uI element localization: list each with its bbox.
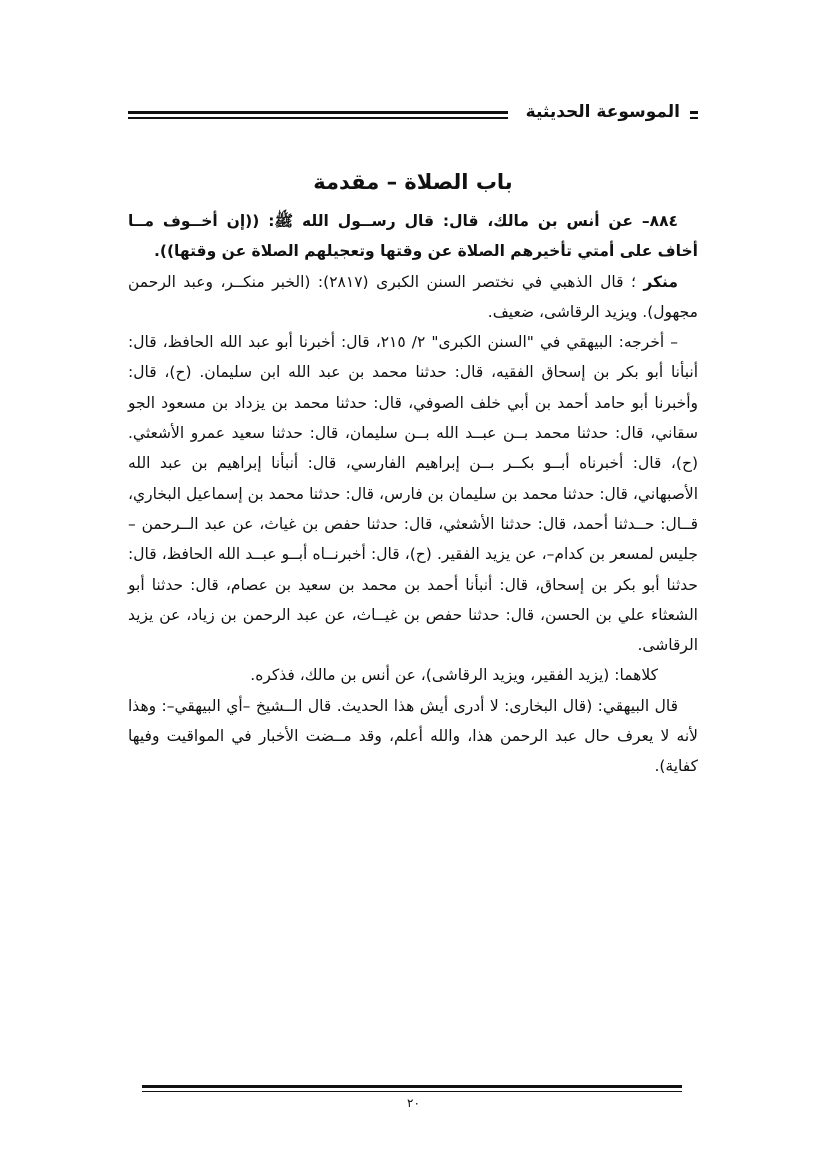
page-number: ٢٠ — [407, 1096, 420, 1110]
both-paragraph: كلاهما: (يزيد الفقير، ويزيد الرقاشى)، عن أنس بن مالك، فذكره. — [250, 666, 658, 685]
running-header — [128, 102, 698, 128]
bayhaqi-comment-paragraph: قال البيهقي: (قال البخارى: لا أدرى أيش هذا الحديث. قال الــشيخ –أي البيهقي–: وهذا لأنه لا يعرف حال عبد الرحمن هذا، والله أعلم، وقد مــضت الأخبار في المواقيت وفيها كفاية). — [128, 696, 698, 776]
takhrij-paragraph: – أخرجه: البيهقي في "السنن الكبرى" ٢/ ٢١٥، قال: أخبرنا أبو عبد الله الحافظ، قال: أنبأنا أبو بكر بن إسحاق الفقيه، قال: حدثنا محمد بن عبد الله ابن سليمان. (ح)، قال: وأخبرنا أبو حامد أحمد بن أبي خلف الصوفي، قال: حدثنا محمد بن يزداد بن مسعود الجو سقاني، قال: حدثنا محمد بــن عبــد الله بــن سليمان، قال: حدثنا سعيد عمرو الأشعثي. (ح)، قال: أخبرناه أبــو بكــر بــن إبراهيم الفارسي، قال: أنبأنا إبراهيم بن عبد الله الأصبهاني، قال: حدثنا محمد بن سليمان بن فارس، قال: حدثنا محمد بن إسماعيل البخاري، قــال: حــدثنا أحمد، قال: حدثنا الأشعثي، قال: حدثنا حفص بن غياث، عن عبد الــرحمن – جليس لمسعر بن كدام–، عن يزيد الفقير. (ح)، قال: أخبرنــاه أبــو عبــد الله الحافظ، قال: حدثنا أبو بكر بن إسحاق، قال: أنبأنا أحمد بن محمد بن سعيد بن عصام، قال: حدثنا أبو الشعثاء علي بن الحسن، قال: حدثنا حفص بن غيــاث، عن عبد الرحمن بن زياد، عن يزيد الرقاشى. — [128, 333, 698, 655]
grading-text: ؛ قال الذهبي في نختصر السنن الكبرى (٢٨١٧): (الخبر منكــر، وعبد الرحمن مجهول). ويزيد الرقاشى، ضعيف. — [128, 272, 698, 321]
chapter-title: باب الصلاة – مقدمة — [313, 170, 513, 194]
grading-paragraph — [128, 267, 698, 328]
grading-keyword: منكر — [643, 272, 678, 291]
header-rule-right — [690, 111, 698, 119]
header-title: الموسوعة الحديثية — [522, 102, 684, 122]
footer-rule — [142, 1085, 682, 1092]
hadith-text: ٨٨٤– عن أنس بن مالك، قال: قال رســول الله ﷺ: ((إن أخــوف مــا أخاف على أمتي تأخيرهم الصلاة عن وقتها وتعجيلهم الصلاة عن وقتها)). — [128, 212, 698, 261]
document-body — [128, 206, 698, 782]
header-rule-left — [128, 111, 508, 119]
